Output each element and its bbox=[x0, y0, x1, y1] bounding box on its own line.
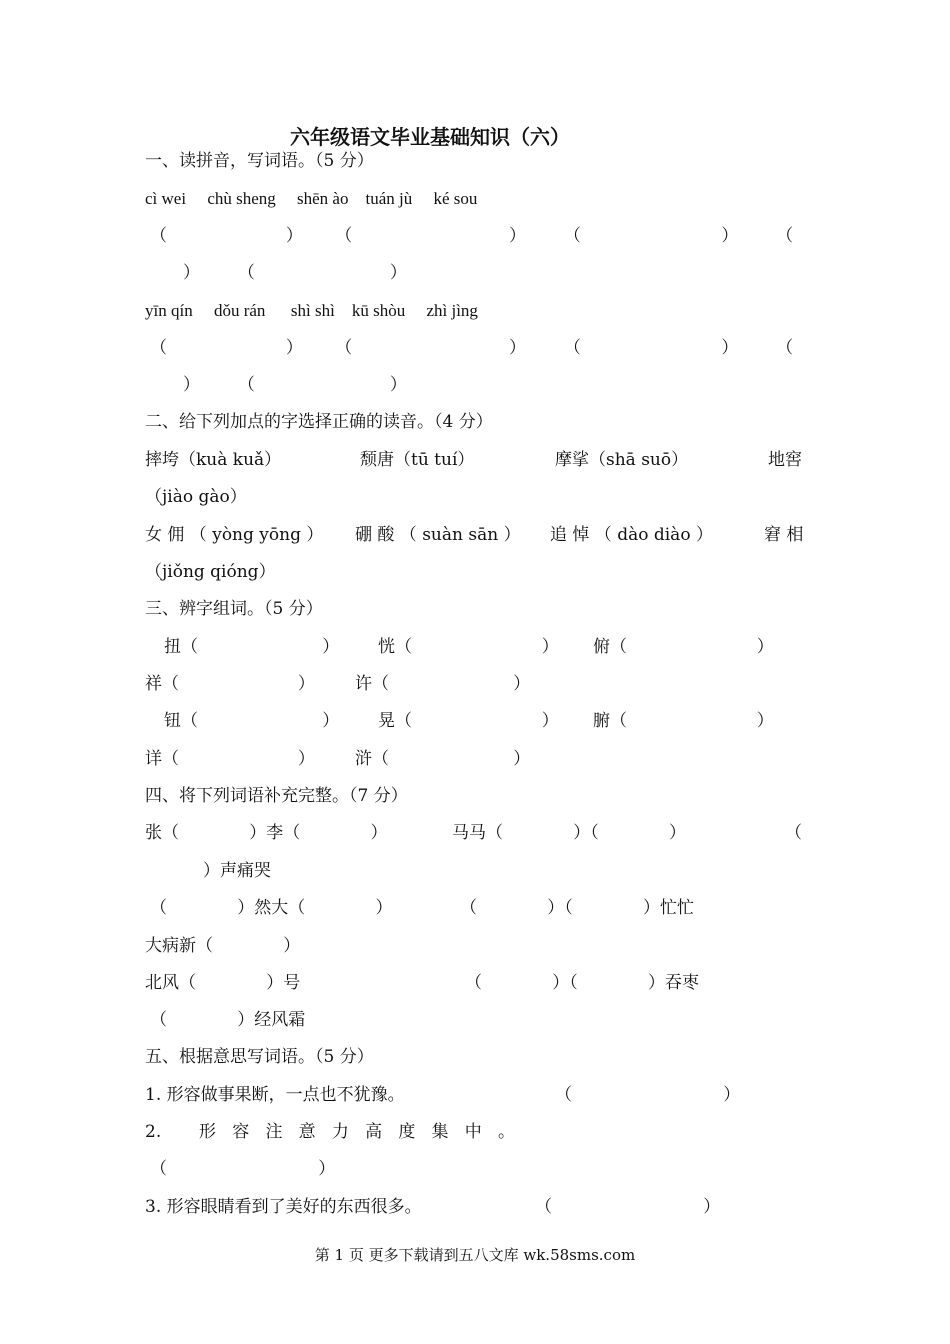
pinyin-row-1: cì wei chù sheng shēn ào tuán jù ké sou bbox=[145, 189, 478, 208]
section-5-heading: 五、根据意思写词语。（5 分） bbox=[145, 1047, 374, 1067]
question-2-blank: （ ） bbox=[150, 1159, 336, 1179]
idiom-item: （ ）（ ）吞枣 bbox=[465, 973, 699, 993]
reading-item: 硼 酸 （ suàn sān ） bbox=[355, 525, 521, 545]
section-1-heading: 一、读拼音，写词语。（5 分） bbox=[145, 151, 374, 171]
idiom-item: 大病新（ ） bbox=[145, 936, 301, 956]
char-item: 祥（ ） bbox=[145, 674, 315, 694]
question-3-blank: （ ） bbox=[535, 1197, 721, 1217]
section-2-heading: 二、给下列加点的字选择正确的读音。（4 分） bbox=[145, 412, 493, 432]
answer-blanks-row-1a: （ ） （ ） （ ） （ bbox=[150, 226, 794, 246]
reading-item: 追 悼 （ dào diào ） bbox=[550, 525, 713, 545]
idiom-item: （ ）然大（ ） bbox=[150, 898, 393, 918]
section-4-heading: 四、将下列词语补充完整。（7 分） bbox=[145, 786, 408, 806]
reading-item: 女 佣 （ yòng yōng ） bbox=[145, 525, 324, 545]
char-item: 腑（ ） bbox=[593, 711, 774, 731]
char-item: 钮（ ） bbox=[164, 711, 340, 731]
idiom-item: （ ）（ ）忙忙 bbox=[460, 898, 694, 918]
section-3-heading: 三、辨字组词。（5 分） bbox=[145, 599, 323, 619]
page-footer: 第 1 页 更多下载请到五八文库 wk.58sms.com bbox=[314, 1246, 636, 1264]
reading-item: （jiào gào） bbox=[145, 487, 247, 507]
reading-item: 窘 相 bbox=[764, 525, 804, 545]
question-1-blank: （ ） bbox=[555, 1085, 741, 1105]
char-item: 扭（ ） bbox=[164, 637, 340, 657]
idiom-item: （ bbox=[785, 823, 802, 843]
char-item: 晃（ ） bbox=[378, 711, 559, 731]
char-item: 俯（ ） bbox=[593, 637, 774, 657]
idiom-item: 北风（ ）号 bbox=[145, 973, 301, 993]
char-item: 详（ ） bbox=[145, 749, 315, 769]
question-1: 1. 形容做事果断，一点也不犹豫。 bbox=[145, 1085, 405, 1105]
reading-item: 摩挲（shā suō） bbox=[555, 450, 689, 470]
question-2: 2. 形 容 注 意 力 高 度 集 中 。 bbox=[145, 1122, 515, 1142]
reading-item: 地窖 bbox=[768, 450, 802, 470]
idiom-item: ）声痛哭 bbox=[203, 861, 271, 881]
char-item: 恍（ ） bbox=[378, 637, 559, 657]
reading-item: （jiǒng qióng） bbox=[145, 562, 276, 582]
answer-blanks-row-1b: ） （ ） bbox=[183, 263, 407, 283]
pinyin-row-2: yīn qín dǒu rán shì shì kū shòu zhì jìng bbox=[145, 301, 478, 320]
answer-blanks-row-2b: ） （ ） bbox=[183, 375, 407, 395]
char-item: 浒（ ） bbox=[355, 749, 531, 769]
idiom-item: （ ）经风霜 bbox=[150, 1010, 306, 1030]
reading-item: 摔垮（kuà kuǎ） bbox=[145, 450, 282, 470]
question-3: 3. 形容眼睛看到了美好的东西很多。 bbox=[145, 1197, 422, 1217]
page-title: 六年级语文毕业基础知识（六） bbox=[290, 125, 570, 149]
idiom-item: 张（ ）李（ ） bbox=[145, 823, 388, 843]
answer-blanks-row-2a: （ ） （ ） （ ） （ bbox=[150, 338, 794, 358]
reading-item: 颓唐（tū tuí） bbox=[360, 450, 475, 470]
char-item: 许（ ） bbox=[355, 674, 531, 694]
idiom-item: 马马（ ）（ ） bbox=[452, 823, 686, 843]
